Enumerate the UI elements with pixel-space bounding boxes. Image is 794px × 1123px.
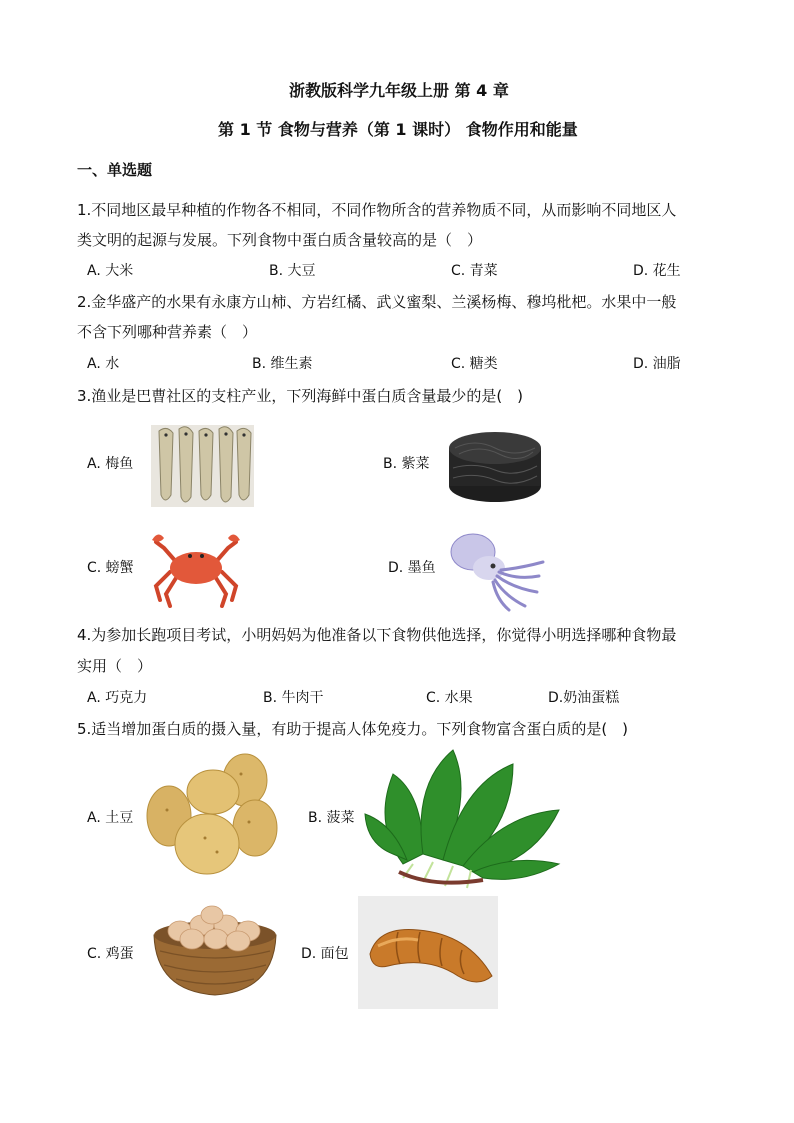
question-3-line-1: 3.渔业是巴曹社区的支柱产业，下列海鲜中蛋白质含量最少的是( ) [77,387,524,405]
question-1-line-1: 1.不同地区最早种植的作物各不相同，不同作物所含的营养物质不同，从而影响不同地区人 [77,201,677,219]
q2-option-d[interactable]: D. 油脂 [633,356,681,372]
q5-option-c[interactable]: C. 鸡蛋 [87,946,134,962]
q5-option-d[interactable]: D. 面包 [301,946,349,962]
question-2-line-2: 不含下列哪种营养素（ ） [77,323,258,341]
q4-option-c[interactable]: C. 水果 [426,690,473,706]
spinach-icon [363,744,563,891]
q3-option-d[interactable]: D. 墨鱼 [388,560,436,576]
crab-icon [150,528,242,608]
eggs-basket-icon [150,901,280,999]
q3-option-c[interactable]: C. 螃蟹 [87,560,134,576]
lesson-subtitle: 第 1 节 食物与营养（第 1 课时） 食物作用和能量 [218,120,578,139]
q1-option-a[interactable]: A. 大米 [87,263,134,279]
q3-option-b[interactable]: B. 紫菜 [383,456,430,472]
q2-option-c[interactable]: C. 糖类 [451,356,498,372]
question-5-line-1: 5.适当增加蛋白质的摄入量，有助于提高人体免疫力。下列食物富含蛋白质的是( ) [77,720,629,738]
q3-option-a[interactable]: A. 梅鱼 [87,456,134,472]
q4-option-b[interactable]: B. 牛肉干 [263,690,324,706]
squid-icon [447,522,547,612]
croissant-icon [358,896,498,1009]
document-title: 浙教版科学九年级上册 第 4 章 [289,81,509,100]
question-2-line-1: 2.金华盛产的水果有永康方山柿、方岩红橘、武义蜜梨、兰溪杨梅、穆坞枇杷。水果中一般 [77,293,677,311]
q4-option-a[interactable]: A. 巧克力 [87,690,148,706]
q5-option-b[interactable]: B. 菠菜 [308,810,355,826]
question-4-line-2: 实用（ ） [77,657,153,675]
potato-icon [145,752,279,880]
section-heading: 一、单选题 [77,161,153,179]
question-1-line-2: 类文明的起源与发展。下列食物中蛋白质含量较高的是（ ） [77,231,483,249]
q2-option-b[interactable]: B. 维生素 [252,356,313,372]
q2-option-a[interactable]: A. 水 [87,356,120,372]
fish-icon [151,425,254,507]
q5-option-a[interactable]: A. 土豆 [87,810,134,826]
seaweed-icon [445,428,545,506]
question-4-line-1: 4.为参加长跑项目考试，小明妈妈为他准备以下食物供他选择，你觉得小明选择哪种食物最 [77,626,677,644]
q1-option-d[interactable]: D. 花生 [633,263,681,279]
q1-option-b[interactable]: B. 大豆 [269,263,316,279]
q1-option-c[interactable]: C. 青菜 [451,263,498,279]
q4-option-d[interactable]: D.奶油蛋糕 [548,690,620,706]
